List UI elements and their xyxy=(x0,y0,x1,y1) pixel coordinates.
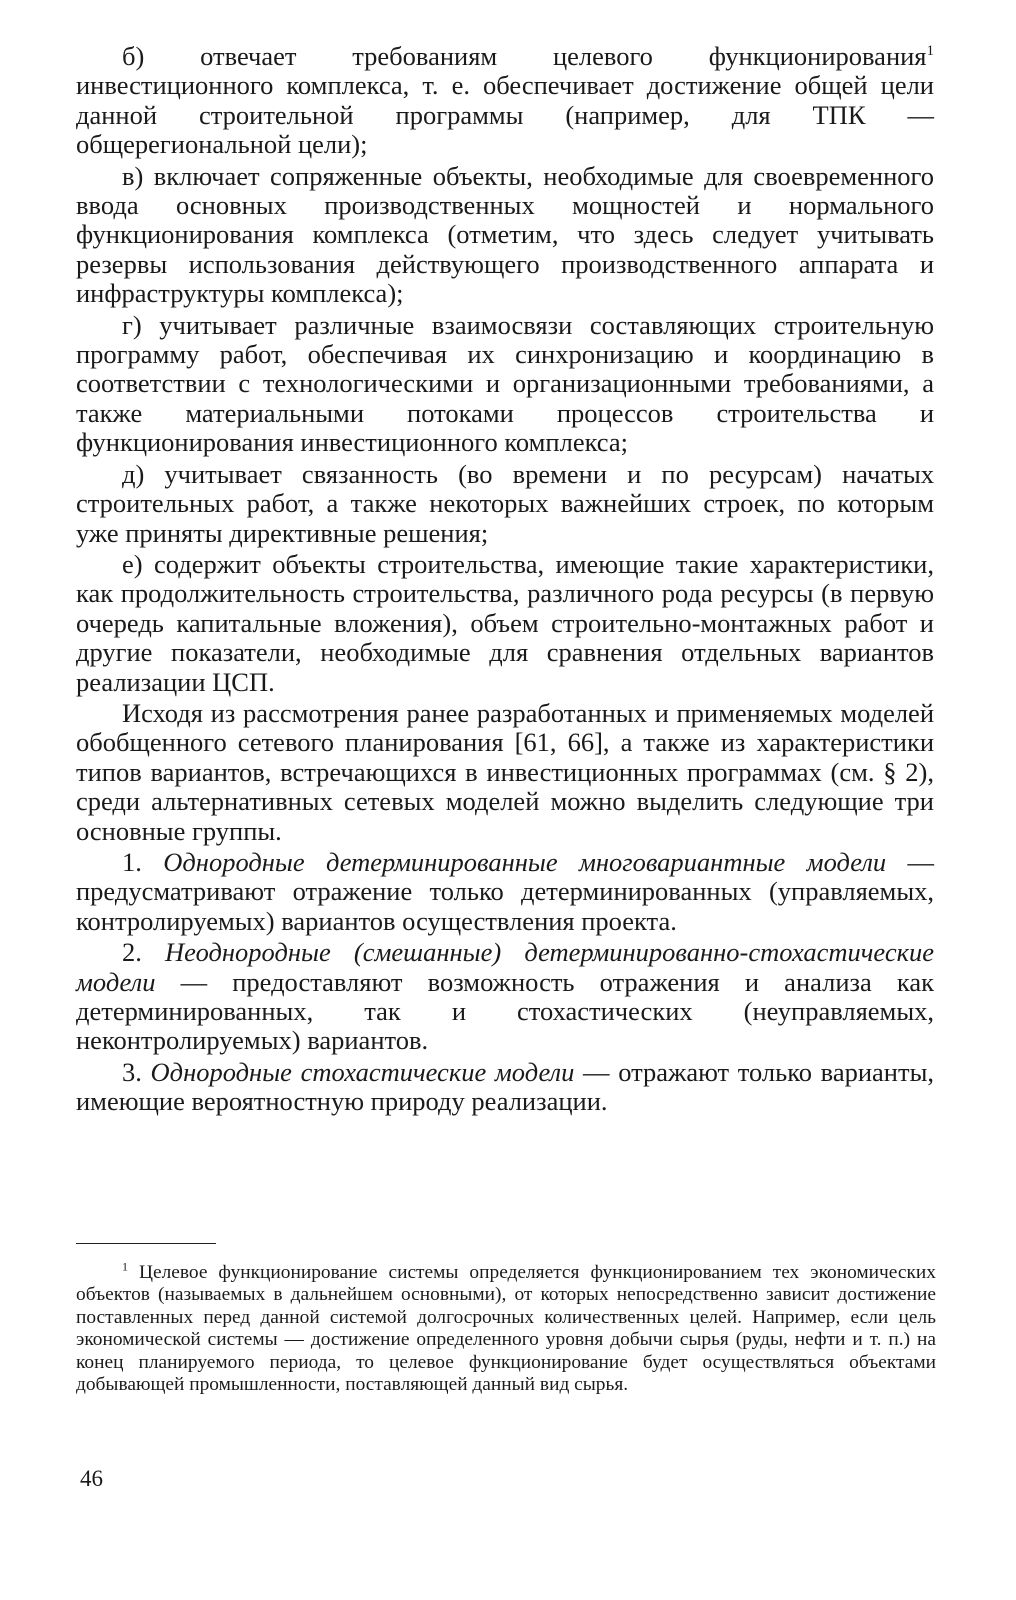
body-text xyxy=(76,42,934,1117)
footnote-mark: 1 xyxy=(122,1259,128,1274)
item-b xyxy=(76,42,934,160)
item-b-text: б) отвечает требованиям целевого функционирования xyxy=(122,41,927,71)
group-1-title: Однородные детерминированные многовариантные модели xyxy=(163,846,887,877)
group-3-text: — отражают только варианты, имеющие вероятностную природу реализации. xyxy=(76,1056,934,1117)
item-g: г) учитывает различные взаимосвязи составляющих строительную программу работ, обеспечивая их синхронизацию и координацию в соответствии с технологическими и организационными требованиями, а также материальными потоками процессов строительства и функционирования инвестиционного комплекса; xyxy=(76,309,934,458)
group-3-title: Однородные стохастические модели xyxy=(150,1056,575,1087)
group-1 xyxy=(76,848,934,936)
item-d: д) учитывает связанность (во времени и по ресурсам) начатых строительных работ, а также некоторых важнейших строек, по которым уже приняты директивные решения; xyxy=(76,458,934,548)
footnote-divider xyxy=(76,1243,216,1244)
page-number: 46 xyxy=(80,1466,103,1491)
footnote-ref[interactable]: 1 xyxy=(926,43,934,60)
item-v: в) включает сопряженные объекты, необходимые для своевременного ввода основных производственных мощностей и нормального функционирования комплекса (отметим, что здесь следует учитывать резервы использования действующего производственного аппарата и инфраструктуры комплекса); xyxy=(76,160,934,309)
intro-paragraph: Исходя из рассмотрения ранее разработанных и применяемых моделей обобщенного сетевого планирования [61, 66], а также из характеристики типов вариантов, встречающихся в инвестиционных программах (см. § 2), среди альтернативных сетевых моделей можно выделить следующие три основные группы. xyxy=(76,697,934,846)
footnote-text: Целевое функционирование системы определяется функционированием тех экономических объектов (называемых в дальнейшем основными), от которых непосредственно зависит достижение поставленных перед данной системой долгосрочных количественных целей. Например, если цель экономической системы — достижение определенного уровня добычи сырья (руды, нефти и т. п.) на конец планируемого периода, то целевое функционирование будет осуществляться объектами добывающей промышленности, поставляющей данный вид сырья. xyxy=(76,1262,936,1396)
group-1-number: 1. xyxy=(122,846,142,877)
footnote xyxy=(76,1259,936,1396)
group-3-number: 3. xyxy=(122,1056,142,1087)
group-2-title: Неоднородные (смешанные) детерминированно-стохастические модели xyxy=(76,937,934,997)
group-3 xyxy=(76,1058,934,1117)
group-1-text: — предусматривают отражение только детерминированных (управляемых, контролируемых) вариантов осуществления проекта. xyxy=(76,846,935,936)
item-e: е) содержит объекты строительства, имеющие такие характеристики, как продолжительность строительства, различного рода ресурсы (в первую очередь капитальные вложения), объем строительно-монтажных работ и другие показатели, необходимые для сравнения отдельных вариантов реализации ЦСП. xyxy=(76,548,934,697)
group-2 xyxy=(76,938,934,1056)
group-2-number: 2. xyxy=(122,937,142,968)
group-2-text: — предоставляют возможность отражения и анализа как детерминированных, так и стохастических (неуправляемых, неконтролируемых) вариантов. xyxy=(76,966,934,1056)
item-b-tail: инвестиционного комплекса, т. е. обеспечивает достижение общей цели данной строительной программы (например, для ТПК — общерегиональной цели); xyxy=(76,70,934,160)
